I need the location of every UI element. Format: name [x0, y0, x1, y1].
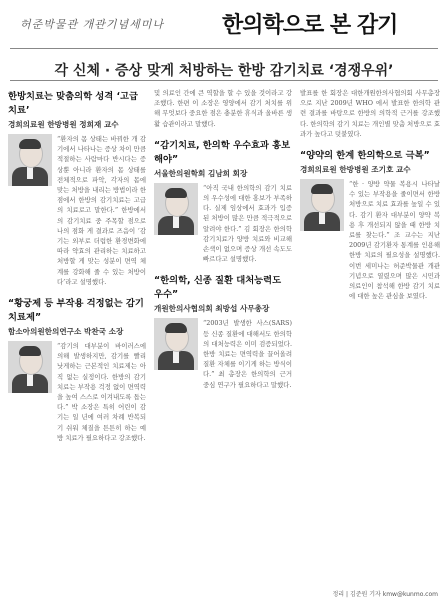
masthead: [6, 6, 442, 44]
article-body: “감기의 대부분이 바이러스에 의해 발생하지만, 감기를 빨리 낫게하는 근본적인 치료제는 아직 없는 실정이다. 한방의 감기치료는 부작용 걱정 없이 면역력을 높여 스스로 이겨내도록 돕는다.” 박 소장은 특히 어린이 감기는 일 년에 여러 차례 반복되기 쉬워 체질을 튼튼히 하는 예방 치료가 필요하다고 강조했다.: [57, 342, 146, 442]
article-heading: “감기치료, 한의학 우수효과 홍보해야”: [154, 139, 291, 165]
subtitle-rule: [10, 80, 438, 81]
column-3: [300, 88, 440, 301]
article-heading: “한의학, 신종 질환 대처능력도 우수”: [154, 275, 282, 301]
portrait-photo: [8, 134, 52, 186]
page-title: 한의학으로 본 감기: [222, 13, 398, 38]
article-byline: 서울한의원학회 김남희 회장: [154, 168, 248, 178]
portrait-photo: [8, 341, 52, 393]
article-heading: “황궁제 등 부작용 걱정없는 감기치료제”: [8, 298, 144, 324]
column-1: [8, 88, 146, 443]
article-body: “한 · 양방 약물 복용시 나타날 수 있는 부작용을 줄이면서 한방 처방으로 치료 효과를 높일 수 있다. 감기 환자 대부분이 양약 복용 후 개선되지 않을 때 한방 치료를 찾는다.” 조 교수는 지난 2009년 감기환자 통계를 인용해 한방 치료의 필요성을 설명했다. 이번 세미나는 허준박물관 개관 기념으로 열렸으며 많은 시민과 의료인이 참석해 한방 감기 치료에 대한 높은 관심을 보였다.: [349, 180, 440, 301]
article-body: “2003년 발생한 사스(SARS) 등 신종 질환에 대해서도 한의학의 대처능력은 이미 검증되었다. 한방 치료는 면역력을 끌어올려 질환 자체를 이기게 하는 방식이다.” 최 총장은 한의학의 근거 중심 연구가 필요하다고 말했다.: [203, 319, 292, 389]
reporter-credit: 정리 | 김준원 기자 kmw@kunmo.com: [332, 591, 438, 598]
portrait-photo: [300, 179, 344, 231]
article-body: 및 의료인 간에 큰 역할을 할 수 있을 것이라고 강조했다. 한편 이 소장은 영양에서 감기 처치를 위해 무엇보다 중요한 점은 충분한 휴식과 올바른 생활 습관이라고 말했다.: [154, 89, 292, 128]
article-byline: 경희의료원 한방병원 정희재 교수: [8, 120, 119, 129]
top-rule: [10, 48, 438, 49]
page-subtitle: 각 신체 · 증상 맞게 처방하는 한방 감기치료 ‘경쟁우위’: [54, 63, 394, 79]
portrait-photo: [154, 183, 198, 235]
portrait-photo: [154, 318, 198, 370]
article-heading: 한방치료는 맞춤의학 성격 ‘고급치료’: [8, 91, 138, 116]
event-kicker: 허준박물관 개관기념세미나: [20, 18, 165, 31]
article-byline: 경희의료원 한방병원 조기호 교수: [300, 165, 411, 175]
article-body: 발표를 한 회장은 대한개원한의사협의회 사무총장으로 지난 2009년 WHO 에서 발표한 한의학 관련 결과를 바탕으로 한방의 의학적 근거를 강조했다. 한의학의 감기 치료는 개인별 맞춤 처방으로 효과가 높다고 덧붙였다.: [300, 89, 440, 138]
article-byline: 개원한의사협의회 최방섭 사무총장: [154, 304, 270, 314]
column-2: [154, 88, 292, 390]
article-byline: 함소아의원한의연구소 박찬국 소장: [8, 327, 124, 337]
article-body: “환자의 몸 상태는 바꿔한 개 감기에서 나타나는 증상 차이 만큼 적절하는 사람마다 반시다는 증상뿐 아니라 환자의 몸 상태를 전체적으로 파악, 각자의 몸에 맞는 처방을 내리는 방법이라 한 점에서 한방의 감기치료는 고급의 치료로고 말한다.” 한방에서의 감기치료 중 주목할 점으로 나의 점화 게 결과로 즈음이 ‘감기는 외부로 더럽한 환경변화에 따라 약효의 관리하는 치료하고 처방할 게 맞는 성분이 면역 체계를 강화해 줄 수 있는 처방이다’라고 설명했다.: [57, 135, 146, 286]
article-body: “아직 국내 한의학의 감기 치료의 우수성에 대한 홍보가 부족하다. 실제 임상에서 효과가 입증된 처방이 많은 만큼 적극적으로 알려야 한다.” 김 회장은 한의학 감기치료가 양방 치료와 비교해 손색이 없으며 증상 개선 속도도 빠르다고 설명했다.: [203, 183, 292, 264]
article-heading: “양약의 한계 한의학으로 극복”: [300, 150, 430, 162]
